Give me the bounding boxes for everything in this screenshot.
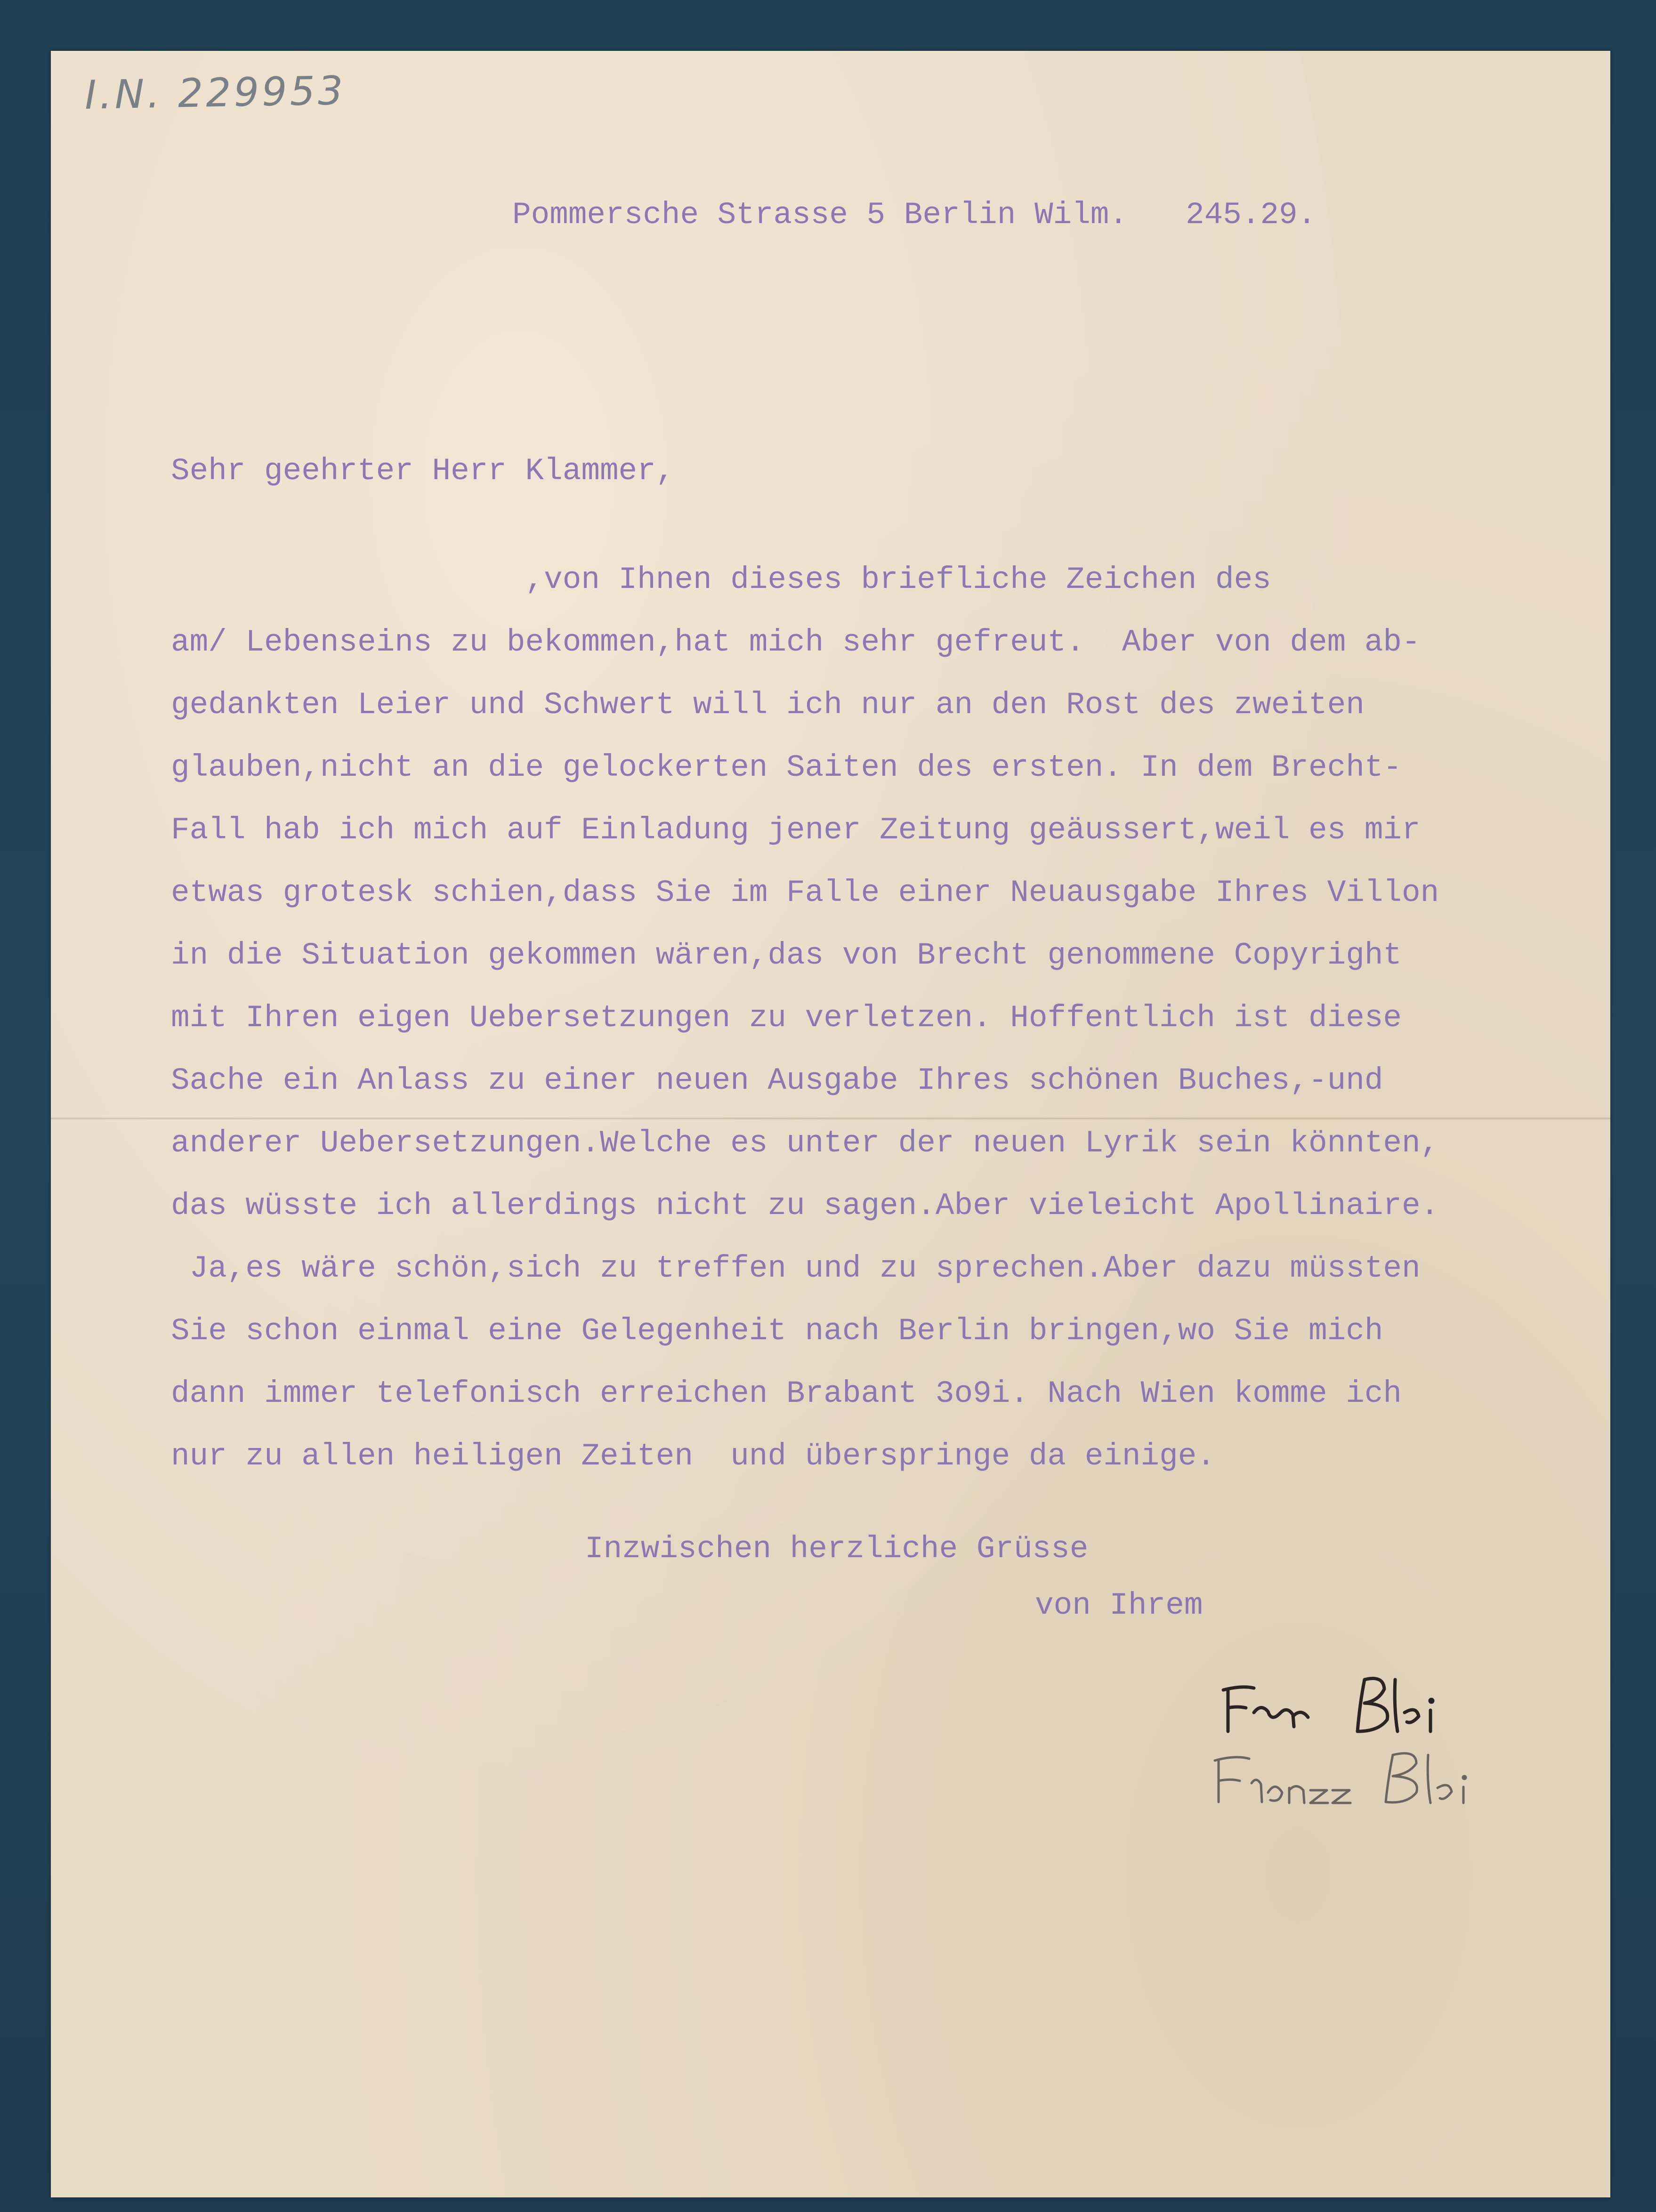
body-line: etwas grotesk schien,dass Sie im Falle einer Neuausgabe Ihres Villon	[171, 875, 1439, 910]
body-line: am/ Lebenseins zu bekommen,hat mich sehr gefreut. Aber von dem ab-	[171, 625, 1421, 660]
inventory-number: I.N. 229953	[84, 67, 347, 118]
body-line: das wüsste ich allerdings nicht zu sagen.Aber vieleicht Apollinaire.	[171, 1188, 1439, 1223]
letterhead-address: Pommersche Strasse 5 Berlin Wilm.	[512, 197, 1128, 233]
body-line: anderer Uebersetzungen.Welche es unter der neuen Lyrik sein könnten,	[171, 1126, 1439, 1161]
body-line: Fall hab ich mich auf Einladung jener Zeitung geäussert,weil es mir	[171, 812, 1421, 848]
handwritten-signature	[1209, 1661, 1567, 1830]
closing-from: von Ihrem	[1035, 1588, 1203, 1623]
letter-sheet	[51, 51, 1610, 2197]
closing-greeting: Inzwischen herzliche Grüsse	[585, 1531, 1089, 1567]
body-line: in die Situation gekommen wären,das von Brecht genommene Copyright	[171, 938, 1402, 973]
body-line: Sache ein Anlass zu einer neuen Ausgabe Ihres schönen Buches,-und	[171, 1063, 1383, 1098]
body-line: mit Ihren eigen Uebersetzungen zu verletzen. Hoffentlich ist diese	[171, 1000, 1402, 1036]
body-line: gedankten Leier und Schwert will ich nur an den Rost des zweiten	[171, 687, 1365, 723]
body-line: Ja,es wäre schön,sich zu treffen und zu sprechen.Aber dazu müssten	[171, 1251, 1421, 1286]
body-line: glauben,nicht an die gelockerten Saiten des ersten. In dem Brecht-	[171, 750, 1402, 785]
salutation: Sehr geehrter Herr Klammer,	[171, 453, 675, 489]
body-line: Sie schon einmal eine Gelegenheit nach Berlin bringen,wo Sie mich	[171, 1313, 1383, 1349]
body-line: dann immer telefonisch erreichen Brabant 3o9i. Nach Wien komme ich	[171, 1376, 1402, 1411]
letter-body	[171, 548, 1583, 1488]
letter-date: 245.29.	[1186, 197, 1317, 233]
body-line: ,von Ihnen dieses briefliche Zeichen des	[171, 562, 1271, 597]
body-line: nur zu allen heiligen Zeiten und überspringe da einige.	[171, 1439, 1215, 1474]
